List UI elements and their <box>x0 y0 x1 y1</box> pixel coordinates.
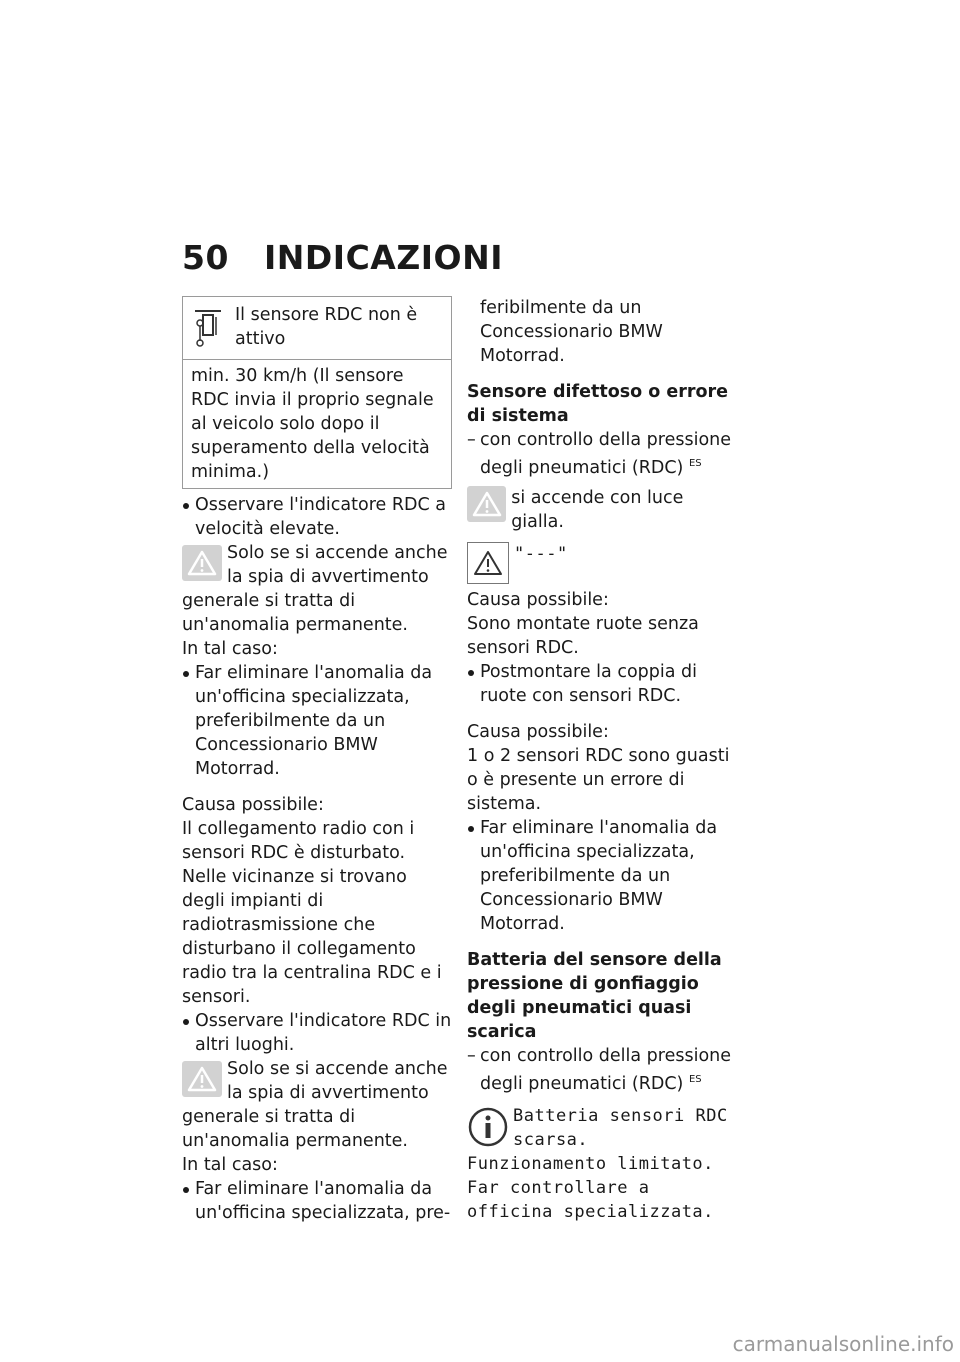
cause-label: Causa possibile: <box>467 721 609 742</box>
right-column <box>467 296 737 1224</box>
cause-text: Sono montate ruote senza sensori RDC. <box>467 613 699 658</box>
warning-triangle-outline-icon <box>467 542 509 584</box>
condition-item: – con controllo della pressione degli pneumatici (RDC) $^{ES}$ <box>467 1045 732 1094</box>
list-item: Postmontare la coppia di ruote con sensori RDC. <box>467 660 737 708</box>
page-header <box>182 238 503 277</box>
warning-note <box>182 541 452 637</box>
cause-label: Causa possibile: <box>182 795 324 815</box>
cause-text: Il collegamento radio con i sensori RDC è disturbato. Nelle vicinanze si trovano degli impianti di radiotrasmissione che disturbano il collegamento radio tra la centralina RDC e i sensori. <box>182 819 442 1007</box>
footer-watermark: carmanualsonline.info <box>732 1332 954 1356</box>
section-heading: Batteria del sensore della pressione di gonfiaggio degli pneumatici quasi scarica <box>467 949 722 1042</box>
section-heading: Sensore difettoso o errore di sistema <box>467 382 729 426</box>
list-item: Far eliminare l'anomalia da un'officina specializzata, preferibilmente da un Concessionario BMW Motorrad. <box>467 816 737 936</box>
display-readout: "---" <box>514 543 568 564</box>
left-column <box>182 296 452 1225</box>
warning-triangle-icon <box>182 545 222 581</box>
list-item: Far eliminare l'anomalia da un'officina specializzata, preferibilmente da un Concessionario BMW Motorrad. <box>182 661 452 781</box>
in-tal-caso: In tal caso: <box>182 1155 278 1175</box>
info-note <box>467 1104 737 1224</box>
list-item: Osservare l'indicatore RDC in altri luoghi. <box>182 1009 452 1057</box>
warning-note <box>182 1057 452 1153</box>
warning-text: Solo se si accende anche la spia di avvertimento generale si tratta di un'anomalia permanente. <box>182 1059 448 1151</box>
rdc-inactive-box <box>182 296 452 489</box>
condition-item: – con controllo della pressione degli pneumatici (RDC) $^{ES}$ <box>467 430 732 478</box>
warning-text: Solo se si accende anche la spia di avvertimento generale si tratta di un'anomalia permanente. <box>182 543 448 635</box>
warning-light-row <box>467 486 737 534</box>
list-item: Far eliminare l'anomalia da un'officina specializzata, pre- <box>182 1177 452 1225</box>
list-item: Osservare l'indicatore RDC a velocità elevate. <box>182 493 452 541</box>
display-row <box>467 542 737 584</box>
continued-text: feribilmente da un Concessionario BMW Motorrad. <box>480 298 663 366</box>
page-number: 50 <box>182 238 229 277</box>
box-body: min. 30 km/h (Il sensore RDC invia il proprio segnale al veicolo solo dopo il superamento della velocità minima.) <box>191 366 434 482</box>
tire-sensor-icon <box>191 305 225 349</box>
in-tal-caso: In tal caso: <box>182 639 278 659</box>
cause-label: Causa possibile: <box>467 589 609 610</box>
info-icon <box>467 1106 509 1148</box>
cause-text: 1 o 2 sensori RDC sono guasti o è presente un errore di sistema. <box>467 745 730 814</box>
box-title: Il sensore RDC non è attivo <box>235 305 418 349</box>
warning-light-text: si accende con luce gialla. <box>511 487 684 532</box>
warning-triangle-icon <box>182 1061 222 1097</box>
info-text: Batteria sensori RDC scarsa. Funzionamento limitato. Far controllare a officina specializzata. <box>467 1105 728 1222</box>
page-title: INDICAZIONI <box>264 238 503 277</box>
warning-triangle-icon <box>467 486 506 522</box>
